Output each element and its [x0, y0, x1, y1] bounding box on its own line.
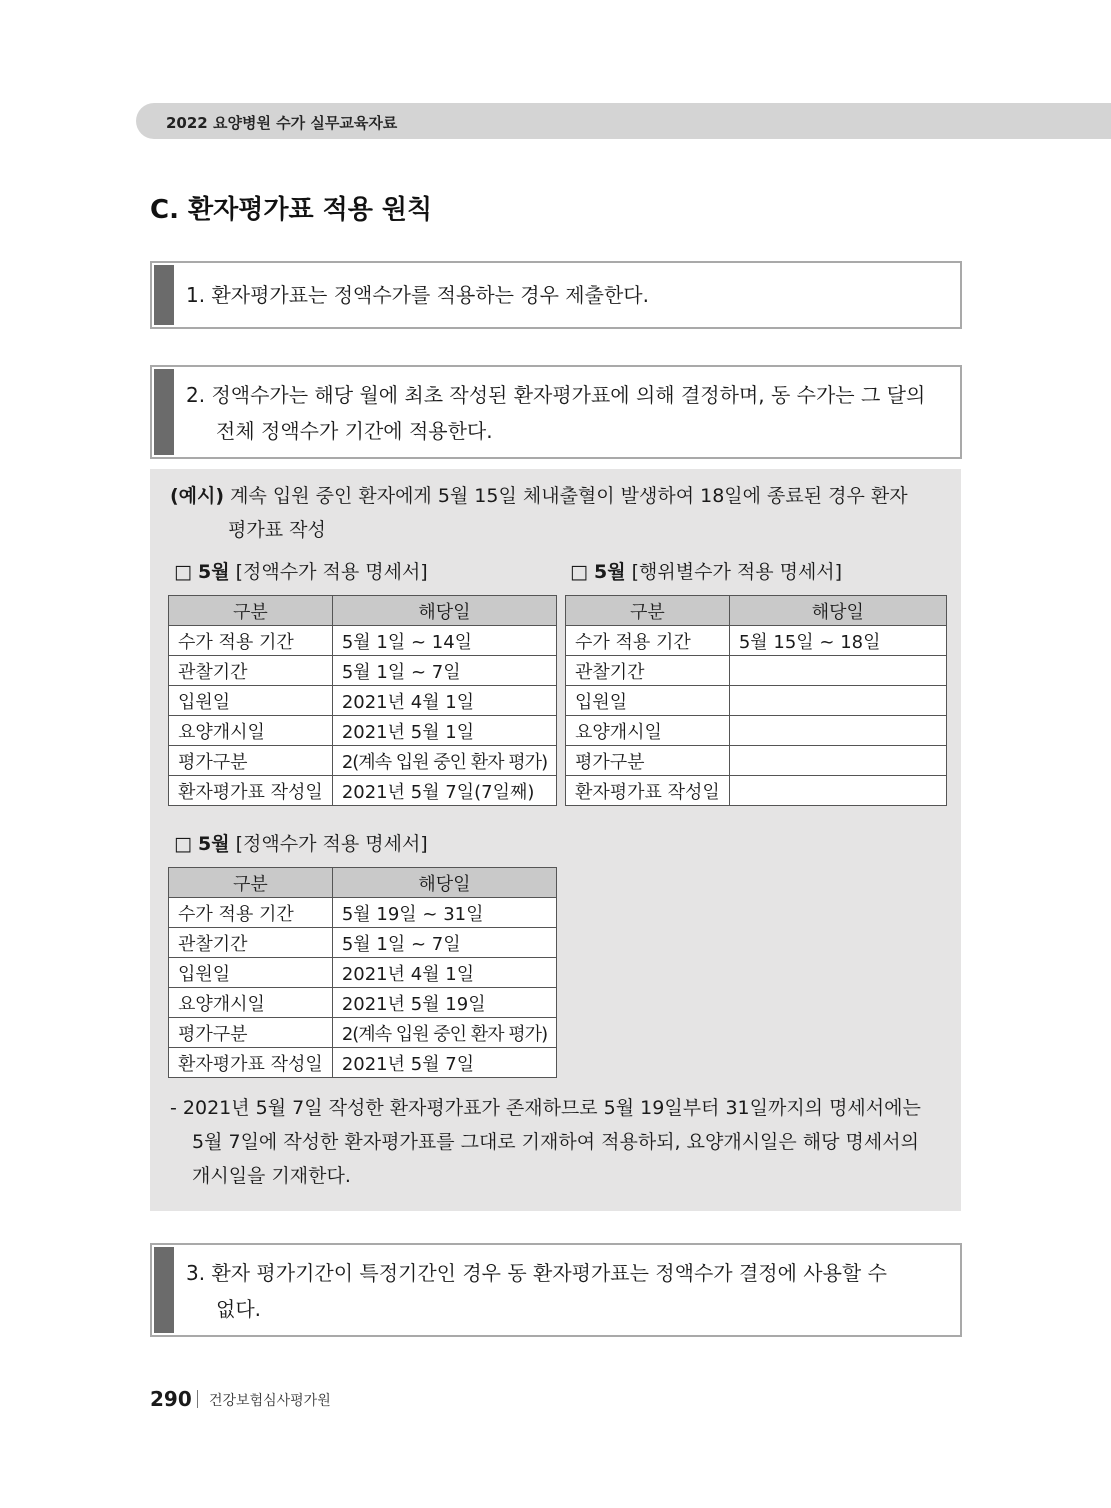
example-label: (예시) — [170, 485, 225, 507]
table-cell — [729, 656, 946, 686]
footer-divider — [197, 1390, 198, 1408]
table-row — [169, 928, 557, 958]
table-header-cell: 해당일 — [729, 596, 946, 626]
header-title: 2022 요양병원 수가 실무교육자료 — [166, 114, 398, 132]
table-row — [566, 656, 947, 686]
rule-accent-bar — [154, 265, 174, 325]
rule-accent-bar — [154, 1247, 174, 1333]
footer-organization: 건강보험심사평가원 — [209, 1393, 331, 1409]
table-cell: 환자평가표 작성일 — [169, 1048, 333, 1078]
table-flat-rate-1 — [168, 595, 557, 806]
table-cell — [729, 716, 946, 746]
table-cell: 수가 적용 기간 — [566, 626, 730, 656]
rule-line: 전체 정액수가 기간에 적용한다. — [216, 419, 493, 443]
table-cell: 입원일 — [566, 686, 730, 716]
table-cell: 2021년 4월 1일 — [332, 686, 556, 716]
section-title: C. 환자평가표 적용 원칙 — [150, 195, 433, 225]
table-cell: 입원일 — [169, 958, 333, 988]
table-row — [169, 1018, 557, 1048]
example-panel — [150, 469, 961, 1211]
table-cell: 요양개시일 — [169, 988, 333, 1018]
table-header-row — [169, 868, 557, 898]
table-header-cell: 구분 — [169, 596, 333, 626]
table-row — [169, 686, 557, 716]
page-number: 290 — [150, 1387, 192, 1411]
caption-month: 5월 — [198, 833, 230, 855]
rule-line: 2. 정액수가는 해당 월에 최초 작성된 환자평가표에 의해 결정하며, 동 수가는 그 달의 — [186, 383, 926, 407]
table-row — [169, 656, 557, 686]
table-row — [566, 716, 947, 746]
table-cell — [729, 746, 946, 776]
table-row — [169, 746, 557, 776]
table-header-row — [169, 596, 557, 626]
table-row — [566, 776, 947, 806]
table-cell — [729, 776, 946, 806]
table-row — [169, 716, 557, 746]
table-row — [169, 898, 557, 928]
rule-line: 3. 환자 평가기간이 특정기간인 경우 동 환자평가표는 정액수가 결정에 사용할 수 — [186, 1261, 887, 1285]
caption-month: 5월 — [198, 561, 230, 583]
table-cell: 2021년 5월 1일 — [332, 716, 556, 746]
table-cell: 5월 19일 ~ 31일 — [332, 898, 556, 928]
example-intro — [170, 479, 942, 547]
table-cell: 2021년 5월 7일 — [332, 1048, 556, 1078]
rule-text — [186, 277, 948, 313]
checkbox-icon: □ — [570, 561, 588, 583]
table-cell: 요양개시일 — [566, 716, 730, 746]
rule-box-3 — [150, 1243, 962, 1337]
rule-accent-bar — [154, 369, 174, 455]
rule-text — [186, 1255, 948, 1327]
table-header-row — [566, 596, 947, 626]
table-row — [566, 626, 947, 656]
table-cell: 5월 1일 ~ 7일 — [332, 656, 556, 686]
note-line: - 2021년 5월 7일 작성한 환자평가표가 존재하므로 5월 19일부터 31일까지의 명세서에는 — [170, 1097, 921, 1119]
table-cell: 2021년 5월 19일 — [332, 988, 556, 1018]
table-cell: 수가 적용 기간 — [169, 898, 333, 928]
caption-text: [행위별수가 적용 명세서] — [631, 561, 843, 583]
table-caption — [570, 559, 842, 585]
table-cell: 5월 15일 ~ 18일 — [729, 626, 946, 656]
table-header-cell: 구분 — [169, 868, 333, 898]
table-cell: 2(계속 입원 중인 환자 평가) — [332, 746, 556, 776]
rule-box-1 — [150, 261, 962, 329]
table-cell: 수가 적용 기간 — [169, 626, 333, 656]
note-line: 5월 7일에 작성한 환자평가표를 그대로 기재하여 적용하되, 요양개시일은 해당 명세서의 — [192, 1131, 919, 1153]
table-cell: 요양개시일 — [169, 716, 333, 746]
table-row — [169, 776, 557, 806]
table-cell: 환자평가표 작성일 — [169, 776, 333, 806]
note-line: 개시일을 기재한다. — [192, 1165, 351, 1187]
table-caption — [174, 559, 428, 585]
example-line: 평가표 작성 — [228, 519, 326, 541]
caption-text: [정액수가 적용 명세서] — [235, 833, 428, 855]
rule-line: 없다. — [216, 1297, 261, 1321]
caption-text: [정액수가 적용 명세서] — [235, 561, 428, 583]
table-caption — [174, 831, 428, 857]
header-band — [136, 103, 1111, 139]
table-cell: 2021년 5월 7일(7일째) — [332, 776, 556, 806]
table-header-cell: 구분 — [566, 596, 730, 626]
table-cell: 5월 1일 ~ 7일 — [332, 928, 556, 958]
table-cell: 평가구분 — [566, 746, 730, 776]
table-cell: 5월 1일 ~ 14일 — [332, 626, 556, 656]
rule-text — [186, 377, 948, 449]
table-cell: 관찰기간 — [566, 656, 730, 686]
table-cell: 2021년 4월 1일 — [332, 958, 556, 988]
table-row — [566, 746, 947, 776]
table-cell: 관찰기간 — [169, 656, 333, 686]
table-cell: 2(계속 입원 중인 환자 평가) — [332, 1018, 556, 1048]
rule-box-2 — [150, 365, 962, 459]
checkbox-icon: □ — [174, 833, 192, 855]
example-line: 계속 입원 중인 환자에게 5월 15일 체내출혈이 발생하여 18일에 종료된 경우 환자 — [224, 485, 908, 507]
table-cell — [729, 686, 946, 716]
table-header-cell: 해당일 — [332, 596, 556, 626]
table-flat-rate-2 — [168, 867, 557, 1078]
checkbox-icon: □ — [174, 561, 192, 583]
table-header-cell: 해당일 — [332, 868, 556, 898]
example-note — [170, 1091, 945, 1193]
table-row — [169, 1048, 557, 1078]
table-row — [169, 988, 557, 1018]
table-cell: 관찰기간 — [169, 928, 333, 958]
rule-line: 1. 환자평가표는 정액수가를 적용하는 경우 제출한다. — [186, 283, 649, 307]
caption-month: 5월 — [594, 561, 626, 583]
table-row — [169, 958, 557, 988]
table-cell: 평가구분 — [169, 1018, 333, 1048]
table-fee-for-service — [565, 595, 947, 806]
table-cell: 입원일 — [169, 686, 333, 716]
table-cell: 환자평가표 작성일 — [566, 776, 730, 806]
table-cell: 평가구분 — [169, 746, 333, 776]
table-row — [169, 626, 557, 656]
table-row — [566, 686, 947, 716]
